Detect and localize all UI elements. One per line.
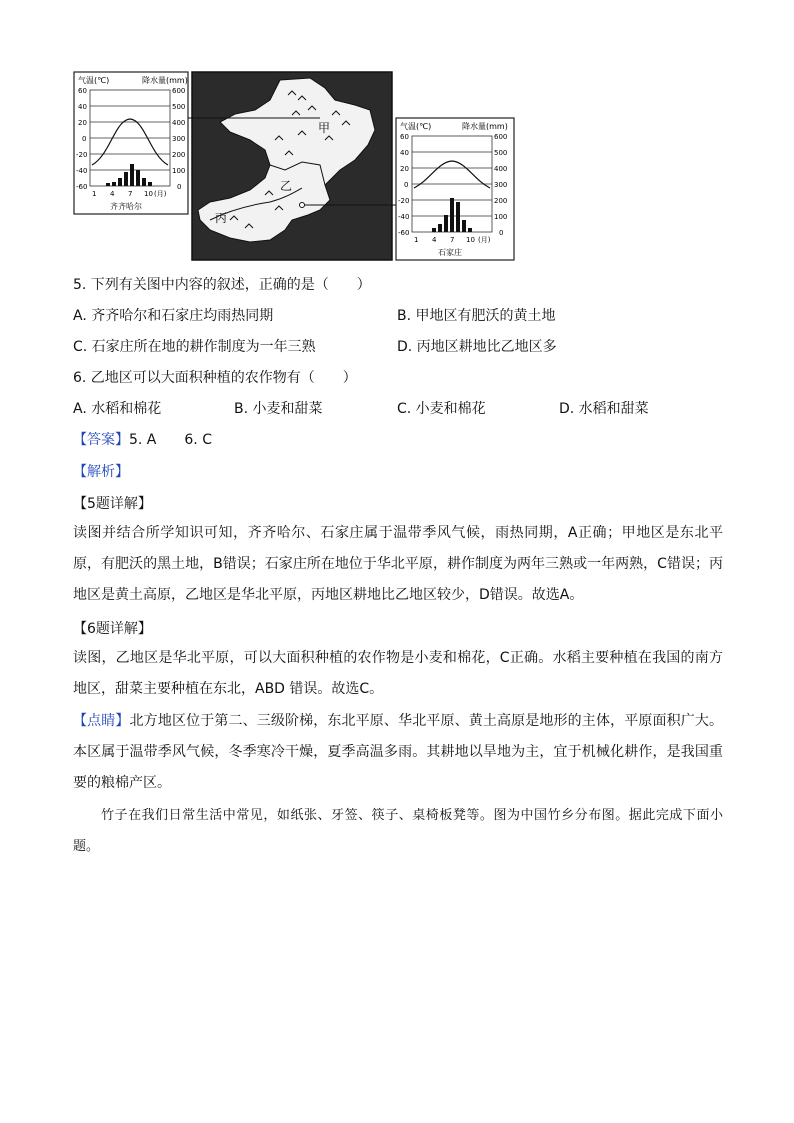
- q6-detail-paragraph: 读图，乙地区是华北平原，可以大面积种植的农作物是小麦和棉花，C正确。水稻主要种植在我国的南方地区，甜菜主要种植在东北，ABD 错误。故选C。: [73, 650, 723, 697]
- q6-stem: 6. 乙地区可以大面积种植的农作物有（ ）: [73, 370, 357, 386]
- tick: 1: [414, 236, 419, 244]
- q6-option-b: B. 小麦和甜菜: [234, 401, 323, 417]
- tick: 100: [494, 213, 508, 221]
- x-unit: (月): [154, 190, 167, 198]
- q5-option-a: A. 齐齐哈尔和石家庄均雨热同期: [73, 308, 274, 324]
- figure: [70, 70, 520, 262]
- tick: 10: [466, 236, 475, 244]
- tick: 0: [404, 181, 409, 189]
- tick: 20: [78, 119, 87, 127]
- x-unit: (月): [478, 236, 491, 244]
- q5-option-c: C. 石家庄所在地的耕作制度为一年三熟: [73, 339, 316, 355]
- right-climate-chart: [396, 118, 514, 260]
- tick: -60: [76, 183, 88, 191]
- tick: 200: [494, 197, 508, 205]
- highlight-block: [73, 706, 723, 799]
- right-city-label: 石家庄: [438, 248, 462, 257]
- next-question-intro: [73, 800, 723, 862]
- tick: 60: [400, 133, 409, 141]
- tick: 40: [400, 149, 409, 157]
- tick: 300: [172, 135, 186, 143]
- q5-detail-paragraph: 读图并结合所学知识可知，齐齐哈尔、石家庄属于温带季风气候，雨热同期，A正确；甲地区是东北平原，有肥沃的黑土地，B错误；石家庄所在地位于华北平原，耕作制度为两年三熟或一年两熟，C错误；丙地区是黄土高原，乙地区是华北平原，丙地区耕地比乙地区较少，D错误。故选A。: [73, 525, 723, 603]
- q5-detail-text: [73, 518, 723, 611]
- right-y1-label: 气温(℃): [400, 122, 432, 131]
- tick: 60: [78, 87, 87, 95]
- answer-line: [73, 430, 212, 450]
- tick: 10: [144, 190, 153, 198]
- highlight-text: 北方地区位于第二、三级阶梯，东北平原、华北平原、黄土高原是地形的主体，平原面积广大。本区属于温带季风气候，冬季寒冷干燥，夏季高温多雨。其耕地以旱地为主，宜于机械化耕作，是我国重要的粮棉产区。: [73, 713, 724, 791]
- tick: -20: [398, 197, 410, 205]
- tick: 400: [172, 119, 186, 127]
- tick: 600: [494, 133, 508, 141]
- next-intro-paragraph: 竹子在我们日常生活中常见，如纸张、牙签、筷子、桌椅板凳等。图为中国竹乡分布图。据此完成下面小题。: [73, 808, 723, 854]
- tick: 0: [177, 183, 182, 191]
- tick: 1: [92, 190, 97, 198]
- tick: 20: [400, 165, 409, 173]
- tick: -40: [398, 213, 410, 221]
- q6-detail-text: [73, 643, 723, 705]
- analysis-tag: 【解析】: [73, 464, 129, 480]
- map-label-bing: 丙: [215, 211, 228, 225]
- tick: 400: [494, 165, 508, 173]
- tick: 4: [432, 236, 437, 244]
- left-y1-label: 气温(℃): [78, 76, 110, 85]
- tick: -20: [76, 151, 88, 159]
- right-y2-label: 降水量(mm): [462, 122, 508, 131]
- left-y2-label: 降水量(mm): [142, 76, 188, 85]
- highlight-tag: 【点睛】: [73, 713, 130, 729]
- q5-detail-tag: 【5题详解】: [73, 496, 152, 512]
- map-label-yi: 乙: [280, 179, 293, 193]
- answer-text: 5. A 6. C: [129, 432, 212, 448]
- tick: 40: [78, 103, 87, 111]
- tick: 500: [172, 103, 186, 111]
- tick: 100: [172, 167, 186, 175]
- tick: -60: [398, 229, 410, 237]
- q5-stem: 5. 下列有关图中内容的叙述，正确的是（ ）: [73, 277, 371, 293]
- tick: 500: [494, 149, 508, 157]
- q5-option-d: D. 丙地区耕地比乙地区多: [397, 339, 557, 355]
- left-climate-chart: [74, 72, 188, 214]
- tick: -40: [76, 167, 88, 175]
- tick: 4: [110, 190, 115, 198]
- tick: 0: [82, 135, 87, 143]
- map-label-jia: 甲: [318, 121, 331, 135]
- tick: 0: [499, 229, 504, 237]
- left-city-label: 齐齐哈尔: [110, 202, 142, 211]
- q6-option-c: C. 小麦和棉花: [397, 401, 486, 417]
- tick: 600: [172, 87, 186, 95]
- q5-option-b: B. 甲地区有肥沃的黄土地: [397, 308, 556, 324]
- tick: 7: [128, 190, 133, 198]
- answer-tag: 【答案】: [73, 432, 129, 448]
- tick: 300: [494, 181, 508, 189]
- map: [188, 72, 400, 260]
- tick: 200: [172, 151, 186, 159]
- q6-detail-tag: 【6题详解】: [73, 621, 152, 637]
- q6-option-d: D. 水稻和甜菜: [559, 401, 649, 417]
- q6-option-a: A. 水稻和棉花: [73, 401, 162, 417]
- tick: 7: [450, 236, 455, 244]
- figure-svg: [70, 70, 520, 262]
